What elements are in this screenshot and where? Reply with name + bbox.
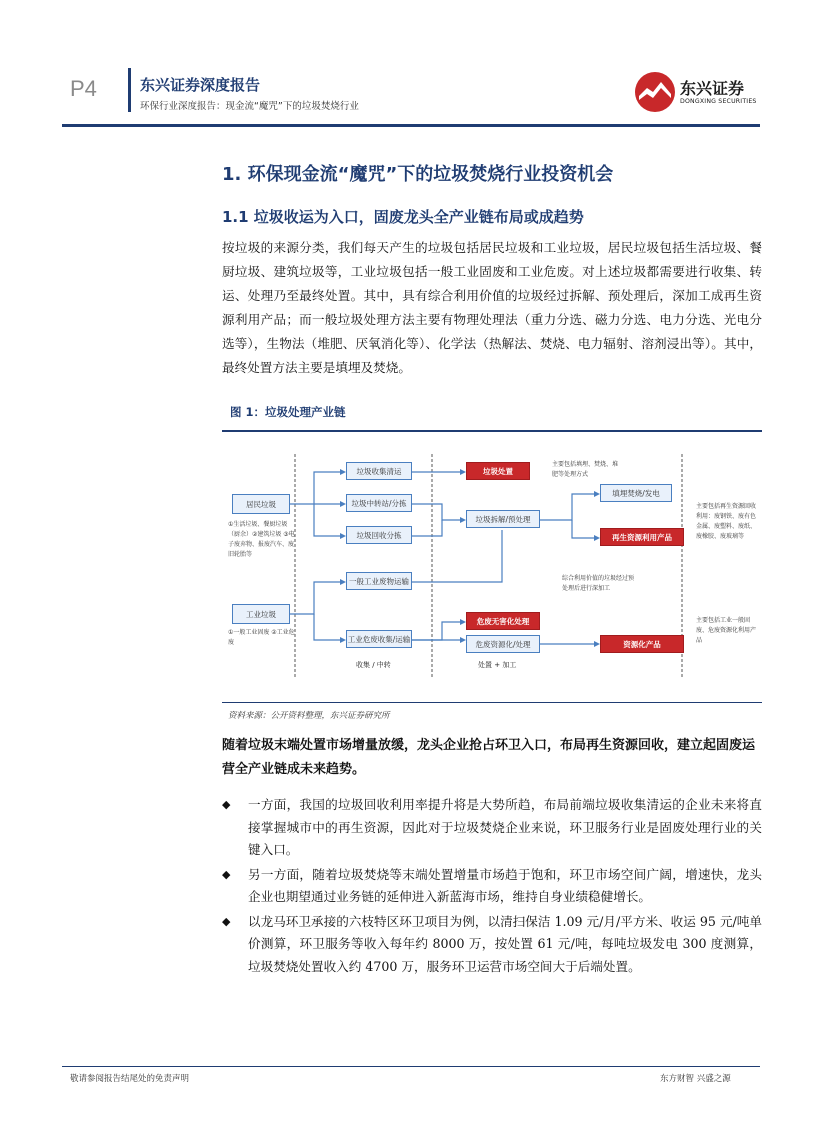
box-hazardous: 工业危废收集/运输 (346, 630, 412, 648)
logo-english: DONGXING SECURITIES (680, 98, 757, 105)
box-industrial: 工业垃圾 (232, 604, 290, 624)
figure-top-rule (222, 430, 762, 432)
bullet-list (222, 794, 762, 980)
bullet-text: 以龙马环卫承接的六枝特区环卫项目为例，以清扫保洁 1.09 元/月/平方米、收运 95 元/吨单价测算，环卫服务等收入每年约 8000 万，按处置 61 元/吨，每吨垃圾发电 300 度测算，垃圾焚烧处置收入约 4700 万，服务环卫运营市场空间大于后端处置。 (248, 913, 762, 974)
figure-bottom-rule (222, 702, 762, 703)
body-paragraph: 按垃圾的来源分类，我们每天产生的垃圾包括居民垃圾和工业垃圾，居民垃圾包括生活垃圾、餐厨垃圾、建筑垃圾等，工业垃圾包括一般工业固废和工业危废。对上述垃圾都需要进行收集、转运、处理乃至最终处置。其中，具有综合利用价值的垃圾经过拆解、预处理后，深加工成再生资源利用产品；而一般垃圾处理方法主要有物理处理法（重力分选、磁力分选、电力分选、光电分选等），生物法（堆肥、厌氧消化等）、化学法（热解法、焚烧、电力辐射、溶剂浸出等）。其中，最终处置方法主要是填埋及焚烧。 (222, 240, 762, 375)
subsection-heading: 1.1 垃圾收运为入口，固废龙头全产业链布局或成趋势 (222, 208, 584, 226)
bullet-text: 另一方面，随着垃圾焚烧等末端处置增量市场趋于饱和，环卫市场空间广阔，增速快，龙头企业也期望通过业务链的延伸进入新蓝海市场，维持自身业绩稳健增长。 (248, 866, 762, 904)
note-industrial: ①一般工业固废 ②工业危废 (228, 629, 295, 646)
box-landfill: 填埋焚烧/发电 (600, 484, 672, 502)
note-right-1: 主要包括再生资源回收利用：废钢铁、废有色金属、废塑料、废纸、废橡胶、废玻璃等 (696, 503, 757, 540)
header-rule (62, 124, 760, 127)
list-item (222, 864, 762, 909)
stage-collect: 收集 / 中转 (356, 661, 391, 669)
page-number: P4 (70, 76, 97, 101)
list-item (222, 911, 762, 979)
logo-name: 东兴证券 (680, 79, 745, 98)
box-general-solid: 一般工业废物运输 (346, 572, 412, 590)
diamond-bullet-icon: ◆ (222, 798, 231, 811)
diamond-bullet-icon: ◆ (222, 867, 231, 881)
report-title: 东兴证券深度报告 (140, 76, 261, 94)
box-sanitation: 垃圾收集清运 (346, 462, 412, 480)
note-right-2: 主要包括工业一般固废、危废资源化利用产品 (696, 617, 757, 644)
figure-source: 资料来源：公开资料整理，东兴证券研究所 (228, 711, 390, 721)
header-divider (128, 68, 131, 112)
box-resource-product: 资源化产品 (600, 635, 684, 653)
diamond-bullet-icon: ◆ (222, 914, 231, 928)
note-disposal: 主要包括填埋、焚烧、堆肥等处理方式 (552, 461, 619, 478)
footer-disclaimer: 敬请参阅报告结尾处的免责声明 (70, 1074, 190, 1084)
list-item (222, 794, 762, 862)
footer-slogan: 东方财智 兴盛之源 (660, 1074, 731, 1084)
figure-title: 图 1：垃圾处理产业链 (230, 405, 346, 419)
box-residential: 居民垃圾 (232, 494, 290, 514)
box-pretreat: 垃圾拆解/预处理 (466, 510, 540, 528)
stage-process: 处置 + 加工 (478, 661, 517, 669)
note-mid: 综合利用价值的垃圾经过预处理后进行深加工 (562, 575, 635, 592)
footer-rule (62, 1066, 760, 1067)
box-hazard-pretreat: 危废资源化/处理 (466, 635, 540, 653)
note-residential: ①生活垃圾、餐厨垃圾（厨余）②建筑垃圾 ③电子废弃物、报废汽车、废旧轮胎等 (228, 521, 295, 558)
box-recycle-product: 再生资源利用产品 (600, 528, 684, 546)
section-heading: 1. 环保现金流“魔咒”下的垃圾焚烧行业投资机会 (222, 164, 614, 185)
flow-diagram (222, 440, 782, 690)
box-transfer: 垃圾中转站/分拣 (346, 494, 412, 512)
box-harmless: 危废无害化处理 (466, 612, 540, 630)
report-subtitle: 环保行业深度报告：现金流“魔咒”下的垃圾焚烧行业 (140, 101, 359, 112)
key-finding: 随着垃圾末端处置市场增量放缓，龙头企业抢占环卫入口，布局再生资源回收，建立起固废运营全产业链成未来趋势。 (222, 738, 756, 777)
box-final-disposal: 垃圾处置 (466, 462, 530, 480)
bullet-text: 一方面，我国的垃圾回收利用率提升将是大势所趋，布局前端垃圾收集清运的企业未来将直接掌握城市中的再生资源，因此对于垃圾焚烧企业来说，环卫服务行业是固废处理行业的关键入口。 (248, 797, 762, 857)
box-sorting: 垃圾回收分拣 (346, 526, 412, 544)
